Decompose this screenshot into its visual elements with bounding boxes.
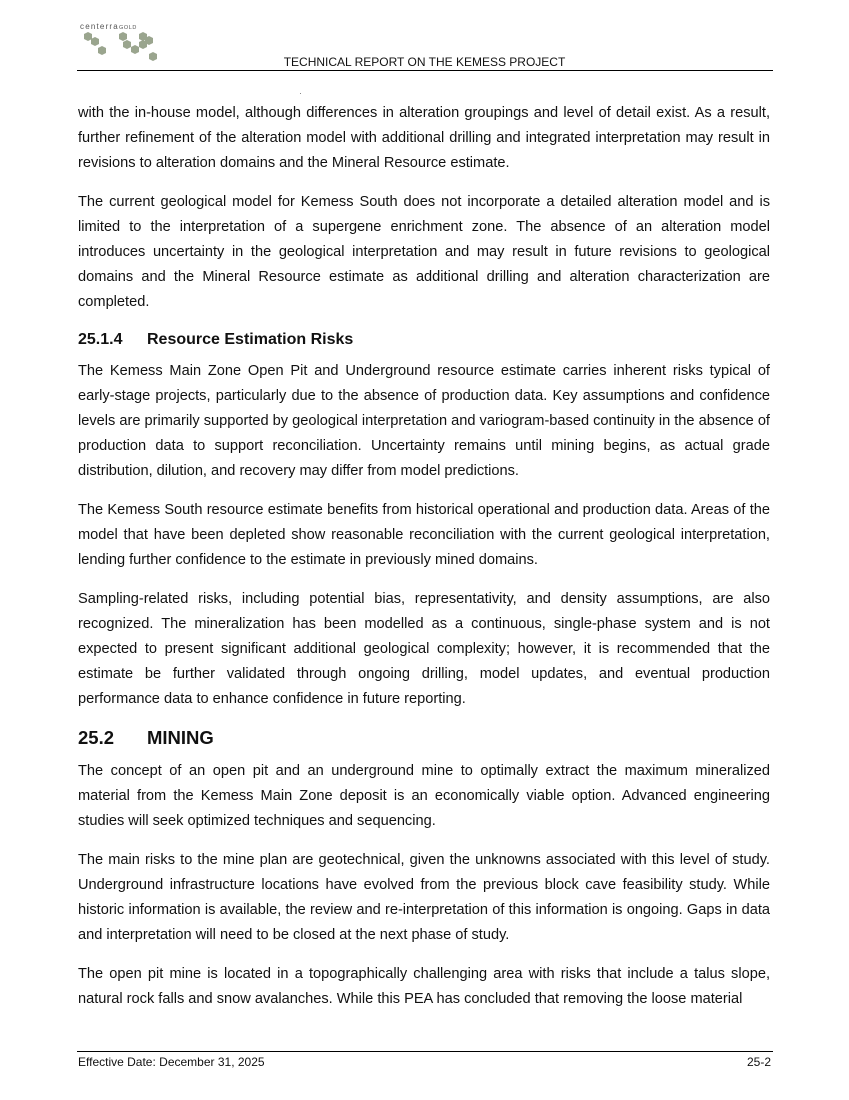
header-rule [77,70,773,71]
paragraph: The main risks to the mine plan are geotechnical, given the unknowns associated with this level of study. Underground infrastructure locations have evolved from the previous block cave feasibility study. While historic information is available, the review and re-interpretation of this information is ongoing. Gaps in data and interpretation will need to be closed at the next phase of study. [78,852,770,943]
logo-wordmark: centerraGOLD [80,22,137,31]
stray-mark [300,93,301,94]
section-title: MINING [147,727,214,748]
page-body [78,101,770,1026]
paragraph: The Kemess Main Zone Open Pit and Underground resource estimate carries inherent risks typical of early-stage projects, particularly due to the absence of production data. Key assumptions and confidence levels are primarily supported by geological interpretation and variogram-based continuity in the absence of production data to support reconciliation. Uncertainty remains until mining begins, as actual grade distribution, dilution, and recovery may differ from model predictions. [78,363,770,479]
section-heading-25-2 [78,726,770,750]
paragraph: The open pit mine is located in a topographically challenging area with risks that include a talus slope, natural rock falls and snow avalanches. While this PEA has concluded that removing the loose material [78,966,770,1007]
paragraph: The current geological model for Kemess South does not incorporate a detailed alteration model and is limited to the interpretation of a supergene enrichment zone. The absence of an alteration model introduces uncertainty in the geological interpretation and may result in future revisions to geological domains and the Mineral Resource estimate as additional drilling and alteration characterization are completed. [78,194,770,310]
paragraph: The concept of an open pit and an underground mine to optimally extract the maximum mineralized material from the Kemess Main Zone deposit is an economically viable option. Advanced engineering studies will seek optimized techniques and sequencing. [78,763,770,829]
paragraph: The Kemess South resource estimate benefits from historical operational and production data. Areas of the model that have been depleted show reasonable reconciliation with the current geological interpretation, lending further confidence to the estimate in previously mined domains. [78,502,770,568]
section-heading-25-1-4 [78,329,770,351]
report-title: TECHNICAL REPORT ON THE KEMESS PROJECT [283,55,566,69]
section-title: Resource Estimation Risks [147,331,354,348]
page-number: 25-2 [746,1055,771,1069]
effective-date: Effective Date: December 31, 2025 [78,1055,265,1069]
paragraph: Sampling-related risks, including potential bias, representativity, and density assumptions, are also recognized. The mineralization has been modelled as a continuous, single-phase system and is not expected to present significant additional geological complexity; however, it is recommended that the estimate be further validated through ongoing drilling, model updates, and eventual production performance data to enhance confidence in future reporting. [78,591,770,707]
footer-rule [77,1051,773,1052]
section-number: 25.1.4 [78,331,123,348]
section-number: 25.2 [78,727,115,748]
paragraph: with the in-house model, although differences in alteration groupings and level of detail exist. As a result, further refinement of the alteration model with additional drilling and integrated interpretation may result in revisions to alteration domains and the Mineral Resource estimate. [78,105,770,171]
